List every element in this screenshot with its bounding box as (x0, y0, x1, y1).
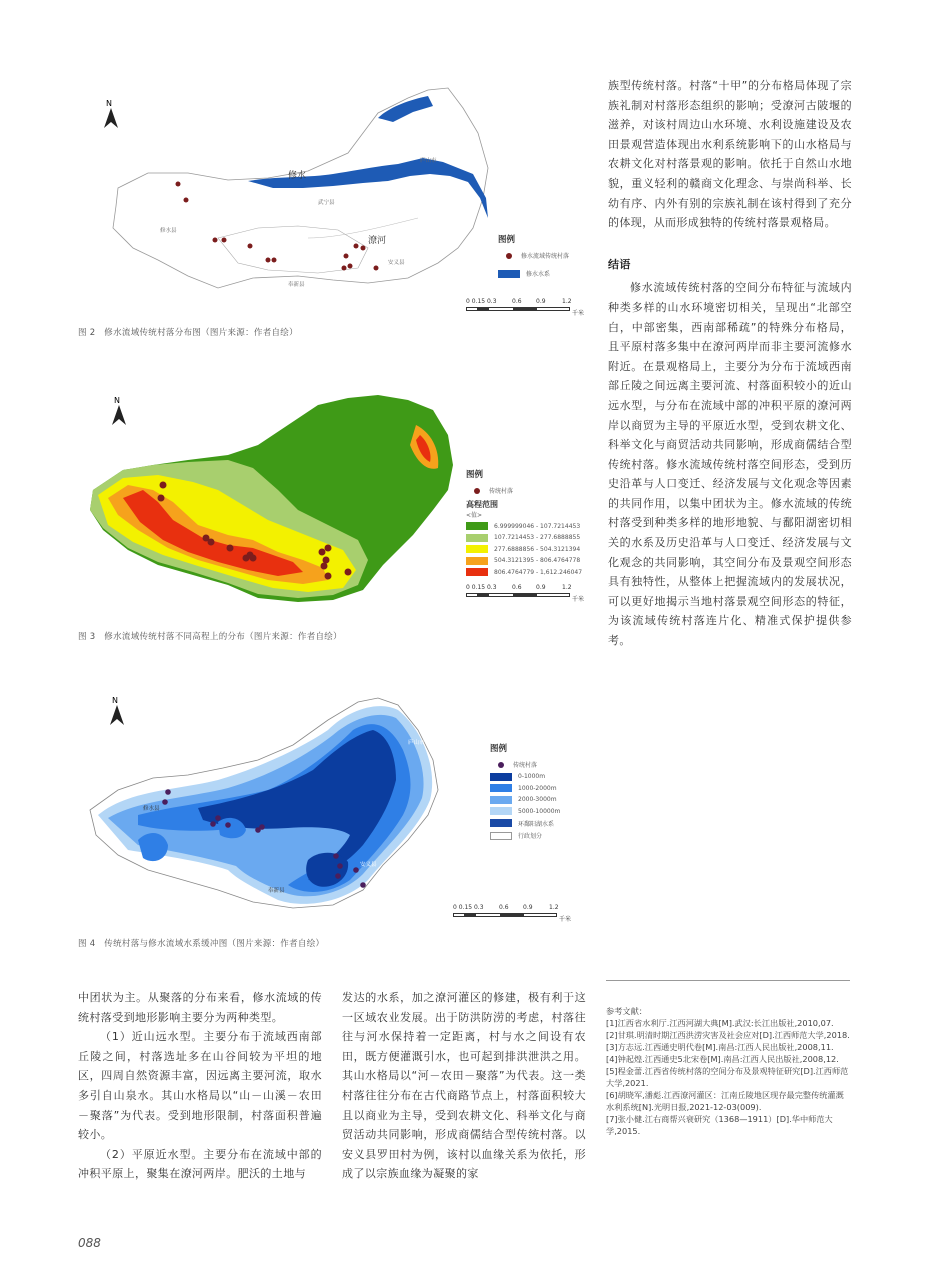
north-arrow (106, 695, 128, 729)
north-label: N (112, 696, 118, 705)
fig4-legend-title: 图例 (490, 744, 508, 754)
section-heading-conclusion: 结语 (608, 257, 631, 271)
paragraph: 族型传统村落。村落“十甲”的分布格局体现了宗族礼制对村落形态组织的影响；受潦河古陂堰的滋养，对该村周边山水环境、水利设施建设及农田景观营造体现出水利系统影响下的山水格局与农耕文化对村落景观的影响。依托于自然山水地貌，重义轻利的赣商文化理念、与崇尚科举、长幼有序、内外有别的宗族礼制在该村得到了充分的体现，从而形成独特的传统村落景观格局。 (608, 79, 852, 230)
reference-item: [5]程金蕾.江西省传统村落的空间分布及景观特征研究[D].江西师范大学,2021. (606, 1066, 849, 1088)
paragraph: 中团状为主。从聚落的分布来看，修水流域的传统村落受到地形影响主要分为两种类型。 (78, 991, 322, 1024)
paragraph: （2）平原近水型。主要分布在流域中部的冲积平原上，聚集在潦河两岸。肥沃的土地与 (78, 1147, 322, 1181)
figure-4 (78, 690, 588, 923)
fig2-legend-title: 图例 (498, 235, 516, 245)
label-lushan: 庐山市 (408, 740, 425, 746)
figure-3 (78, 390, 588, 610)
fig3-elev-unit: <值> (466, 511, 483, 519)
fig4-legend-b1: 0-1000m (490, 773, 560, 781)
fig3-legend-village: 传统村落 (466, 486, 582, 495)
fig2-scale-bar: 0 0.15 0.3 0.6 0.9 1.2 千米 (466, 298, 584, 317)
north-arrow (100, 98, 122, 132)
fig4-legend-b2: 1000-2000m (490, 784, 560, 792)
reference-item: [3]方志远.江西通史明代卷[M].南昌:江西人民出版社,2008,11. (606, 1042, 834, 1052)
page-number: 088 (78, 1236, 101, 1250)
fig3-scale-bar: 0 0.15 0.3 0.6 0.9 1.2 千米 (466, 584, 584, 603)
reference-item: [4]钟起煌.江西通史5北宋卷[M].南昌:江西人民出版社,2008,12. (606, 1054, 839, 1064)
bottom-column-2 (342, 988, 586, 1184)
fig4-legend-b4: 5000-10000m (490, 807, 560, 815)
fig4-legend-admin: 行政划分 (490, 831, 560, 840)
fig3-elev-4: 504.3121395 - 806.4764778 (466, 557, 582, 565)
fig4-scale-bar: 0 0.15 0.3 0.6 0.9 1.2 千米 (453, 904, 571, 923)
fig3-elev-2: 107.7214453 - 277.6888855 (466, 534, 582, 542)
north-label: N (106, 99, 112, 108)
fig3-legend (466, 468, 582, 580)
paragraph: 发达的水系，加之潦河灌区的修建，极有利于这一区域农业发展。出于防洪防涝的考虑，村落往往与河水保持着一定距离，村与水之间设有农田，既方便灌溉引水，也可起到排洪泄洪之用。其山水格局以“河－农田－聚落”为代表。这一类村落往往分布在古代商路节点上，村落面积较大且以商业为主导，受到农耕文化、科举文化与商贸活动共同影响，形成商儒结合型传统村落。以安义县罗田村为例，该村以血缘关系为依托，形成了以宗族血缘为凝聚的家 (342, 991, 586, 1181)
fig3-elev-1: 6.999999046 - 107.7214453 (466, 522, 582, 530)
fig2-caption: 图 2 修水流域传统村落分布图（图片来源：作者自绘） (78, 328, 298, 338)
fig4-caption: 图 4 传统村落与修水流域水系缓冲图（图片来源：作者自绘） (78, 939, 325, 949)
fig3-caption: 图 3 修水流域传统村落不同高程上的分布（图片来源：作者自绘） (78, 632, 342, 642)
fig4-legend-water: 环鄱阳湖水系 (490, 819, 560, 828)
reference-item: [2]甘琪.明清时期江西洪涝灾害及社会应对[D].江西师范大学,2018. (606, 1030, 850, 1040)
label-xiushuixian: 修水县 (143, 806, 160, 812)
label-wuning: 武宁县 (318, 200, 335, 206)
fig3-legend-title: 图例 (466, 470, 484, 480)
label-xiushuixian: 修水县 (160, 228, 177, 234)
fig2-legend-village: 修水流域传统村落 (498, 251, 569, 260)
north-label: N (114, 396, 120, 405)
fig2-legend (498, 233, 569, 282)
reference-item: [1]江西省水利厅.江西河湖大典[M].武汉:长江出版社,2010,07. (606, 1018, 834, 1028)
fig2-legend-water: 修水水系 (498, 269, 569, 278)
references (606, 1005, 850, 1137)
fig3-elev-3: 277.6888856 - 504.3121394 (466, 545, 582, 553)
fig4-legend (490, 742, 560, 844)
fig3-elev-title: 高程范围 (466, 499, 498, 509)
label-liaohe: 潦河 (368, 236, 387, 246)
label-anyi: 安义县 (388, 260, 405, 266)
north-arrow (108, 395, 130, 429)
paragraph: 修水流域传统村落的空间分布特征与流域内种类多样的山水环境密切相关，呈现出“北部空白，中部密集，西南部稀疏”的特殊分布格局，且平原村落多集中在潦河两岸而非主要河流修水附近。在景观格局上，主要分为分布于流域西南部丘陵之间远离主要河流、村落面积较小的近山远水型，与分布在流域中部的冲积平原的潦河两岸以商贸为主导的平原近水型，受到农耕文化、科举文化与商贸活动共同影响，形成商儒结合型传统村落。修水流域传统村落空间形态，受到历史沿革与人口变迁、经济发展与文化观念等因素的共同作用，以集中团状为主。修水流域的传统村落受到种类多样的地形地貌、与鄱阳湖密切相关的水系及历史沿革与人口变迁、经济发展与文化观念的共同影响，其空间分布及景观空间形态具有独特性，从整体上把握流域内的发展状况，可以更好地揭示当地村落景观空间形态的特征，为该流域传统村落连片化、精准式保护提供参考。 (608, 281, 852, 648)
label-anyi: 安义县 (360, 862, 377, 868)
label-xiushui: 修水 (288, 171, 307, 181)
reference-item: [6]胡晓军,潘彪.江西潦河灌区：江南丘陵地区现存最完整传统灌溉水利系统[N].光明日报,2021-12-03(009). (606, 1090, 844, 1112)
references-divider (606, 980, 850, 981)
fig3-elev-5: 806.4764779 - 1,612.246047 (466, 568, 582, 576)
label-fengxin: 奉新县 (288, 282, 305, 288)
bottom-column-1 (78, 988, 322, 1184)
label-lushan: 庐山市 (420, 158, 437, 164)
reference-item: [7]张小健.江右商帮兴衰研究（1368—1911）[D].华中师范大学,2015. (606, 1114, 833, 1136)
fig4-legend-b3: 2000-3000m (490, 796, 560, 804)
references-title: 参考文献： (606, 1006, 647, 1016)
paragraph: （1）近山远水型。主要分布于流域西南部丘陵之间，村落选址多在山谷间较为平坦的地区，四周自然资源丰富，因远离主要河流，取水多引自山泉水。其山水格局以“山－山溪－农田－聚落”为代表。受到地形限制，村落面积普遍较小。 (78, 1030, 322, 1142)
label-fengxin: 奉新县 (268, 888, 285, 894)
fig4-legend-village: 传统村落 (490, 760, 560, 769)
figure-2 (78, 78, 588, 318)
right-column (608, 76, 852, 651)
